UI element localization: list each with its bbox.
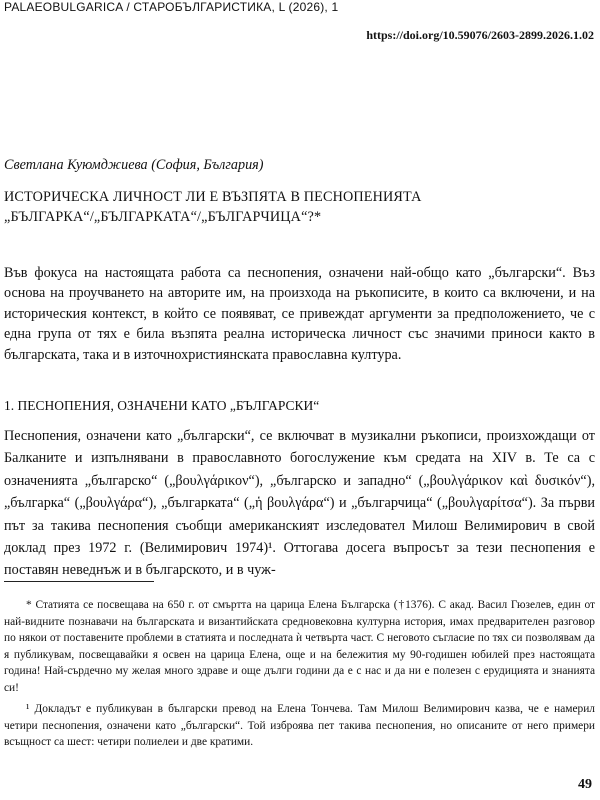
running-head: PALAEOBULGARICA / СТАРОБЪЛГАРИСТИКА, L (2026), 1 — [4, 0, 339, 14]
section-heading: 1. ПЕСНОПЕНИЯ, ОЗНАЧЕНИ КАТО „БЪЛГАРСКИ“ — [4, 398, 320, 413]
article-author: Светлана Куюмджиева (София, България) — [4, 157, 264, 173]
footnote-1: ¹ Докладът е публикуван в български превод на Елена Тончева. Там Милош Велимирович казва, че е намерил четири песнопения, означени като „български“. Той изброява пет такива песнопения, но описаните от него примери всъщност са шест: четири полиелеи и две кратими. — [4, 703, 595, 748]
article-abstract: Във фокуса на настоящата работа са песнопения, означени най-общо като „български“. Въз основа на проучването на авторите им, на произхода на ръкописите, в които са включени, и на историческия контекст, в който се появяват, се привеждат аргументи за предположението, че с една група от тях е била възпята реална историческа личност със значими приноси както в българската, така и в източнохристиянската православна култура. — [4, 265, 595, 363]
article-title — [4, 187, 596, 227]
footnote-separator — [4, 581, 154, 582]
page-number: 49 — [578, 777, 592, 792]
footnotes — [4, 597, 595, 756]
body-paragraph: Песнопения, означени като „български“, се включват в музикални ръкописи, произхождащи от Балканите и изпълнявани в православното богослужение към средата на XIV в. Те са с означенията „българско“ („βουλγάρικον“), „българско и западно“ („βουλγάρικον καὶ δυσικόν“), „българка“ („βουλγάρα“), „българката“ („ἡ βουλγάρα“) и „българчица“ („βουλγαρίτσα“). За първи път за такива песнопения съобщи американският изследовател Милош Велимирович в свой доклад през 1972 г. (Велимирович 1974)¹. Оттогава досега въпросът за тези песнопения е поставян неведнъж и в българското, и в чуж- — [4, 428, 595, 579]
title-line-1: ИСТОРИЧЕСКА ЛИЧНОСТ ЛИ Е ВЪЗПЯТА В ПЕСНОПЕНИЯТА — [4, 189, 422, 205]
doi-link[interactable]: https://doi.org/10.59076/2603-2899.2026.1.02 — [366, 28, 594, 42]
footnote-asterisk: * Статията се посвещава на 650 г. от смъртта на царица Елена Българска (†1376). С акад. Васил Гюзелев, един от най-видните познавачи на българската и византийската средновековна културна история, имах предварителен разговор по някои от поставените проблеми в статията и последната ѝ четвърта част. С неговото съгласие по тях си позволявам да я публикувам, посвещавайки я освен на царица Елена, още и на бележития му 90-годишен юбилей през настоящата година! Най-сърдечно му желая много здраве и още дълги години да е с нас и да ни е полезен с ерудицията и знанията си! — [4, 599, 595, 694]
title-line-2: „БЪЛГАРКА“/„БЪЛГАРКАТА“/„БЪЛГАРЧИЦА“?* — [4, 209, 322, 225]
